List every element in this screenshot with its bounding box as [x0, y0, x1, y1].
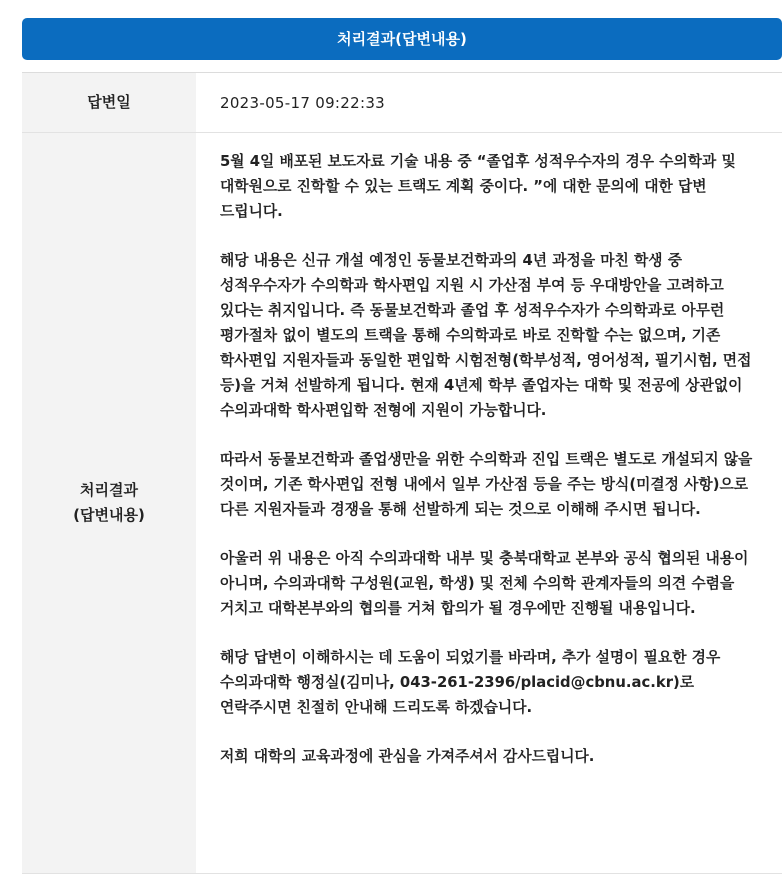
- answer-paragraph-5: 해당 답변이 이해하시는 데 도움이 되었기를 바라며, 추가 설명이 필요한 경우 수의과대학 행정실(김미나, 043-261-2396/placid@cbnu.ac.kr)로 연락주시면 친절히 안내해 드리도록 하겠습니다.: [220, 649, 721, 716]
- answer-content-label-line1: 처리결과: [80, 481, 138, 499]
- answer-date-label: 답변일: [22, 73, 196, 132]
- answer-paragraph-4: 아울러 위 내용은 아직 수의과대학 내부 및 충북대학교 본부와 공식 협의된 내용이 아니며, 수의과대학 구성원(교원, 학생) 및 전체 수의학 관계자들의 의견 수렴을 거치고 대학본부와의 협의를 거쳐 합의가 될 경우에만 진행될 내용입니다.: [220, 550, 749, 617]
- answer-content-row: [22, 133, 782, 874]
- answer-panel: [22, 0, 782, 808]
- answer-content-label: [22, 133, 196, 873]
- section-title: 처리결과(답변내용): [22, 18, 782, 60]
- answer-content-body: [196, 133, 782, 873]
- answer-date-value: 2023-05-17 09:22:33: [196, 73, 782, 132]
- answer-table: [22, 72, 782, 874]
- answer-paragraph-1: 5월 4일 배포된 보도자료 기술 내용 중 “졸업후 성적우수자의 경우 수의학과 및 대학원으로 진학할 수 있는 트랙도 계획 중이다. ”에 대한 문의에 대한 답변 드립니다.: [220, 153, 736, 220]
- answer-paragraph-3: 따라서 동물보건학과 졸업생만을 위한 수의학과 진입 트랙은 별도로 개설되지 않을 것이며, 기존 학사편입 전형 내에서 일부 가산점 등을 주는 방식(미결정 사항)으로 다른 지원자들과 경쟁을 통해 선발하게 되는 것으로 이해해 주시면 됩니다.: [220, 451, 753, 518]
- answer-content-label-line2: (답변내용): [73, 506, 145, 524]
- answer-paragraph-2: 해당 내용은 신규 개설 예정인 동물보건학과의 4년 과정을 마친 학생 중 성적우수자가 수의학과 학사편입 지원 시 가산점 부여 등 우대방안을 고려하고 있다는 취지입니다. 즉 동물보건학과 졸업 후 성적우수자가 수의학과로 아무런 평가절차 없이 별도의 트랙을 통해 수의학과로 바로 진학할 수는 없으며, 기존 학사편입 지원자들과 동일한 편입학 시험전형(학부성적, 영어성적, 필기시험, 면접 등)을 거쳐 선발하게 됩니다. 현재 4년제 학부 졸업자는 대학 및 전공에 상관없이 수의과대학 학사편입학 전형에 지원이 가능합니다.: [220, 252, 752, 419]
- answer-paragraph-6: 저희 대학의 교육과정에 관심을 가져주셔서 감사드립니다.: [220, 748, 595, 765]
- answer-date-row: [22, 73, 782, 133]
